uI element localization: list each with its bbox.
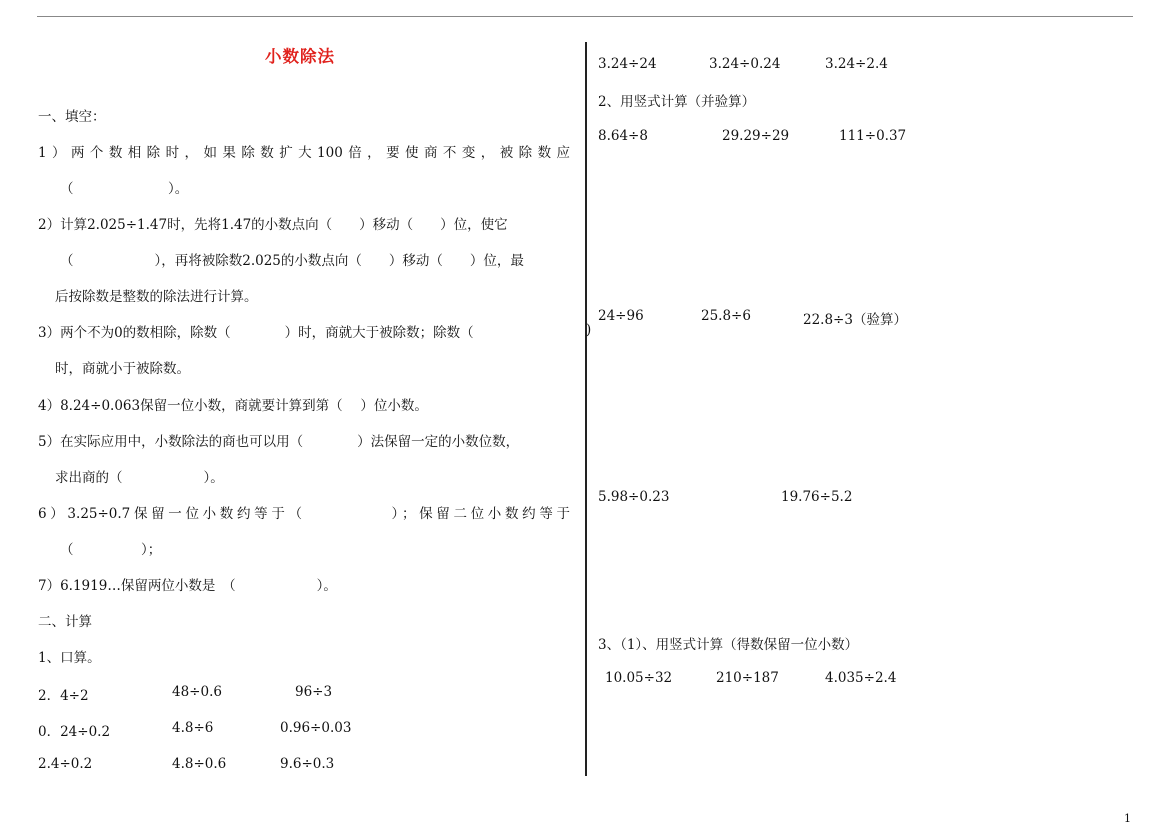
question-1-line2: （ ）。 [60,181,189,197]
oral-problem: 4.8÷0.6 [172,756,227,772]
oral-problem: 48÷0.6 [172,684,222,700]
oral-problem: 2．4÷2 [38,688,89,704]
question-5-line2: 求出商的（ ）。 [55,470,224,486]
column-divider [585,42,587,776]
oral-heading: 1、口算。 [38,650,101,666]
header-rule [37,16,1133,17]
oral-problem: 9.6÷0.3 [280,756,335,772]
page-number: 1 [1124,812,1131,825]
vertical-problem: 8.64÷8 [598,128,648,144]
oral-problem: 3.24÷2.4 [825,56,888,72]
oral-problem: 3.24÷0.24 [709,56,781,72]
rounding-heading: 3、（1）、用竖式计算（得数保留一位小数） [598,637,859,653]
question-7-line1: 7）6.1919…保留两位小数是 （ ）。 [38,578,337,594]
vertical-heading: 2、用竖式计算（并验算） [598,94,756,110]
oral-problem: 0.96÷0.03 [280,720,352,736]
vertical-problem: 25.8÷6 [701,308,751,324]
vertical-problem: 5.98÷0.23 [598,489,670,505]
rounding-problem: 210÷187 [716,670,779,686]
part1-heading: 一、填空： [38,109,106,125]
rounding-problem: 4.035÷2.4 [825,670,897,686]
vertical-problem: 22.8÷3（验算） [803,312,907,328]
question-4-line1: 4）8.24÷0.063保留一位小数，商就要计算到第（ ）位小数。 [38,398,428,414]
oral-problem: 4.8÷6 [172,720,214,736]
question-1-line1: 1）两个数相除时，如果除数扩大100倍，要使商不变，被除数应 [38,145,570,161]
question-3-overflow: ) [586,322,592,338]
question-3-line2: 时，商就小于被除数。 [55,361,190,377]
vertical-problem: 29.29÷29 [722,128,790,144]
oral-problem: 0．24÷0.2 [38,724,111,740]
page-title: 小数除法 [265,47,335,66]
oral-problem: 2.4÷0.2 [38,756,93,772]
vertical-problem: 24÷96 [598,308,644,324]
vertical-problem: 19.76÷5.2 [781,489,853,505]
vertical-problem: 111÷0.37 [839,128,907,144]
question-2-line2: （ ），再将被除数2.025的小数点向（ ）移动（ ）位，最 [60,253,524,269]
question-6-line1: 6）3.25÷0.7保留一位小数约等于（ ）；保留二位小数约等于 [38,506,570,522]
oral-problem: 96÷3 [295,684,333,700]
question-6-line2: （ ）； [60,542,162,558]
question-3-line1: 3）两个不为0的数相除，除数（ ）时，商就大于被除数；除数（ [38,325,528,341]
question-5-line1: 5）在实际应用中，小数除法的商也可以用（ ）法保留一定的小数位数， [38,434,520,450]
question-2-line1: 2）计算2.025÷1.47时，先将1.47的小数点向（ ）移动（ ）位，使它 [38,217,508,233]
part2-heading: 二、计算 [38,614,92,630]
question-2-line3: 后按除数是整数的除法进行计算。 [55,289,258,305]
rounding-problem: 10.05÷32 [605,670,673,686]
oral-problem: 3.24÷24 [598,56,657,72]
